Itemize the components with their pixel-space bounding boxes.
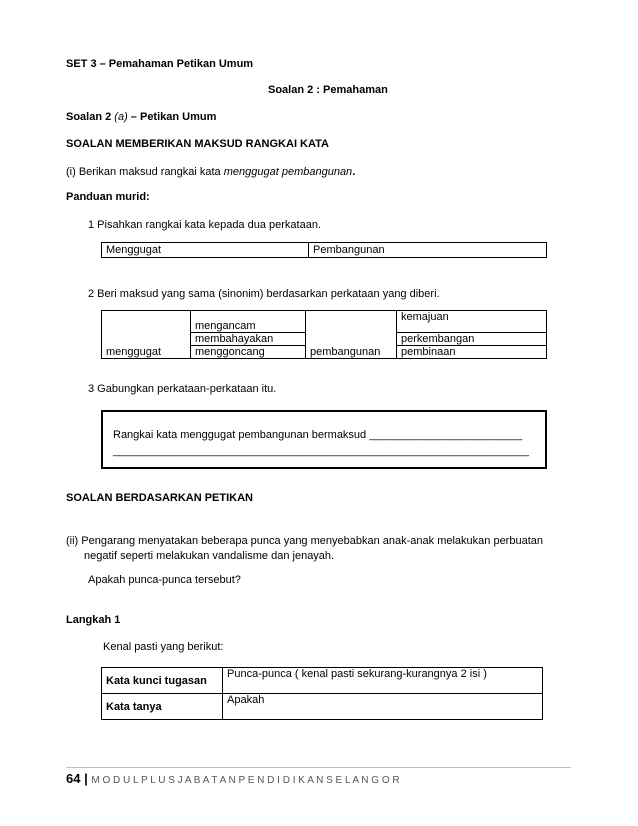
soalan-italic: (a)	[114, 111, 128, 123]
synonym-right-word: pembangunan	[306, 311, 397, 359]
langkah-heading: Langkah 1	[66, 614, 121, 626]
split-word-2: Pembangunan	[309, 243, 547, 258]
kenal-text: Kenal pasti yang berikut:	[103, 641, 224, 653]
task-value-2: Apakah	[223, 694, 543, 720]
synonym-left-1: mengancam	[191, 311, 306, 333]
section2-heading: SOALAN BERDASARKAN PETIKAN	[66, 492, 254, 504]
question-ii-line3: Apakah punca-punca tersebut?	[88, 574, 241, 586]
synonym-left-3: menggoncang	[191, 346, 306, 359]
page-number: 64	[66, 771, 81, 786]
question-i-end: .	[352, 166, 356, 178]
section1-heading: SOALAN MEMBERIKAN MAKSUD RANGKAI KATA	[66, 138, 329, 150]
step1-text: 1 Pisahkan rangkai kata kepada dua perkataan.	[88, 219, 321, 231]
footer-text: M O D U L P L U S J A B A T A N P E N D I D I K A N S E L A N G O R	[91, 775, 400, 786]
synonym-right-3: pembinaan	[397, 346, 547, 359]
split-words-table	[101, 242, 547, 258]
question-i-prefix: (i) Berikan maksud rangkai kata	[66, 166, 224, 178]
soalan-center-title: Soalan 2 : Pemahaman	[268, 84, 388, 96]
soalan-suffix: – Petikan Umum	[127, 111, 217, 123]
synonym-table	[101, 310, 547, 359]
synonym-left-2: membahayakan	[191, 333, 306, 346]
task-label-2: Kata tanya	[102, 694, 223, 720]
step2-text: 2 Beri maksud yang sama (sinonim) berdasarkan perkataan yang diberi.	[88, 288, 440, 300]
task-value-1: Punca-punca ( kenal pasti sekurang-kurangnya 2 isi )	[223, 668, 543, 694]
answer-line-1: Rangkai kata menggugat pembangunan bermaksud _________________________	[113, 429, 523, 441]
step3-text: 3 Gabungkan perkataan-perkataan itu.	[88, 383, 277, 395]
footer-rule	[66, 767, 571, 768]
synonym-right-1: kemajuan	[397, 311, 547, 333]
answer-box	[101, 410, 547, 469]
split-word-1: Menggugat	[102, 243, 309, 258]
soalan-subtitle	[66, 111, 216, 123]
soalan-prefix: Soalan 2	[66, 111, 115, 123]
question-i	[66, 166, 355, 178]
question-i-phrase: menggugat pembangunan	[223, 166, 353, 178]
task-label-1: Kata kunci tugasan	[102, 668, 223, 694]
footer	[66, 771, 400, 786]
question-ii-line1: (ii) Pengarang menyatakan beberapa punca yang menyebabkan anak-anak melakukan perbuatan	[66, 535, 543, 547]
synonym-left-word: menggugat	[102, 311, 191, 359]
task-table	[101, 667, 543, 720]
synonym-right-2: perkembangan	[397, 333, 547, 346]
answer-line-2: ____________________________________________________________________	[113, 445, 530, 457]
panduan-heading: Panduan murid:	[66, 191, 150, 203]
footer-separator: |	[84, 771, 88, 786]
question-ii-line2: negatif seperti melakukan vandalisme dan jenayah.	[84, 550, 335, 562]
set-title: SET 3 – Pemahaman Petikan Umum	[66, 58, 254, 70]
